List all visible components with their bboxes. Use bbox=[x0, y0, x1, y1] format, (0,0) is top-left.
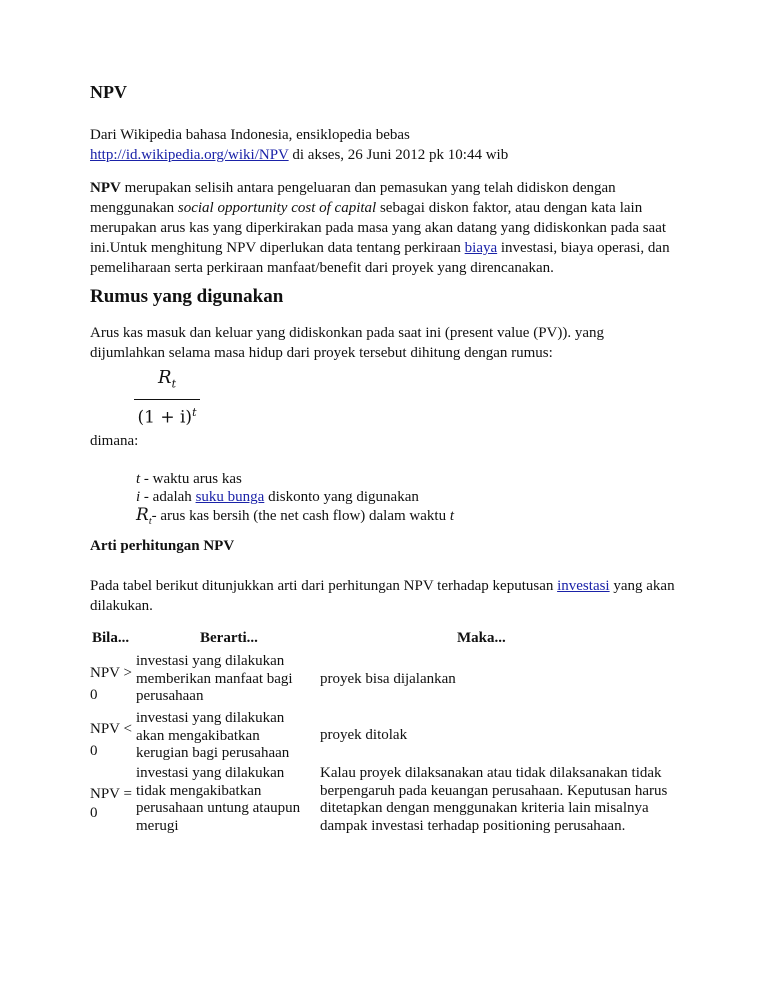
def-text: - arus kas bersih (the net cash flow) dalam waktu bbox=[151, 508, 450, 524]
def-text: diskonto yang digunakan bbox=[264, 489, 419, 505]
rumus-paragraph bbox=[90, 323, 604, 363]
table-cell-line: tidak mengakibatkan bbox=[136, 782, 262, 799]
formula-denominator: (1 + i) bbox=[137, 407, 193, 428]
var-i: i bbox=[136, 489, 141, 505]
table-cell-line: investasi yang dilakukan bbox=[136, 765, 285, 781]
table-cell-line: investasi yang dilakukan bbox=[136, 653, 285, 669]
arti-paragraph bbox=[90, 576, 675, 616]
formula-sub: t bbox=[171, 377, 176, 391]
formula-sup: t bbox=[192, 405, 197, 419]
rumus-text: dijumlahkan selama masa hidup dari proyek tersebut dihitung dengan rumus: bbox=[90, 345, 553, 361]
table-cell-line: merugi bbox=[136, 817, 179, 834]
var-t: t bbox=[136, 471, 141, 487]
row1-berarti bbox=[136, 653, 293, 706]
rumus-heading: Rumus yang digunakan bbox=[90, 286, 284, 307]
table-cell-line: Kalau proyek dilaksanakan atau tidak dilaksanakan tidak bbox=[320, 765, 662, 781]
investasi-link[interactable]: investasi bbox=[557, 578, 610, 594]
rumus-text: Arus kas masuk dan keluar yang didiskonkan pada saat ini (present value (PV)). yang bbox=[90, 325, 605, 341]
source-line: Dari Wikipedia bahasa Indonesia, ensiklopedia bebas bbox=[90, 127, 410, 143]
table-cell-line: akan mengakibatkan bbox=[136, 727, 260, 744]
table-cell-line: 0 bbox=[90, 687, 98, 703]
table-cell-line: investasi yang dilakukan bbox=[136, 710, 285, 726]
intro-paragraph bbox=[90, 178, 670, 278]
table-cell-line: perusahaan bbox=[136, 688, 204, 704]
table-cell-line: ditetapkan dengan menggunakan kriteria lain misalnya bbox=[320, 800, 649, 816]
source-link[interactable]: http://id.wikipedia.org/wiki/NPV bbox=[90, 147, 289, 163]
intro-text: pemeliharaan serta perkiraan manfaat/benefit dari proyek yang direncanakan. bbox=[90, 260, 554, 276]
var-t: t bbox=[449, 508, 455, 524]
arti-text: dilakukan. bbox=[90, 598, 153, 614]
intro-text: investasi, biaya operasi, dan bbox=[497, 240, 670, 256]
intro-text: merupakan arus kas yang diperkirakan pada masa yang akan datang yang didiskonkan pada saat bbox=[90, 220, 667, 236]
table-cell-line: 0 bbox=[90, 805, 98, 821]
pv-formula bbox=[134, 366, 200, 428]
table-cell-line: proyek bisa dijalankan bbox=[320, 671, 456, 687]
intro-text: merupakan selisih antara pengeluaran dan pemasukan yang telah didiskon dengan bbox=[120, 180, 616, 196]
row1-maka bbox=[320, 671, 456, 689]
header-bila: Bila... bbox=[92, 630, 130, 646]
table-cell-line: proyek ditolak bbox=[320, 727, 408, 743]
table-cell-line: NPV > bbox=[90, 665, 132, 681]
header-berarti: Berarti... bbox=[200, 630, 258, 646]
arti-text: Pada tabel berikut ditunjukkan arti dari perhitungan NPV terhadap keputusan bbox=[90, 578, 558, 594]
definitions bbox=[136, 470, 454, 531]
table-cell-line: berpengaruh pada keuangan perusahaan. Keputusan harus bbox=[320, 782, 668, 799]
row3-maka bbox=[320, 765, 667, 835]
row2-maka bbox=[320, 727, 407, 745]
table-cell-line: dampak investasi terhadap positioning perusahaan. bbox=[320, 817, 626, 834]
row2-bila bbox=[90, 718, 132, 762]
page-title: NPV bbox=[90, 82, 127, 102]
table-cell-line: memberikan manfaat bagi bbox=[136, 670, 293, 687]
arti-text: yang akan bbox=[609, 578, 675, 594]
table-cell-line: NPV = bbox=[90, 786, 132, 802]
formula-numerator: R bbox=[158, 367, 172, 388]
var-r-sub: t bbox=[148, 516, 152, 527]
var-r: R bbox=[136, 505, 149, 525]
accessed-text: di akses, 26 Juni 2012 pk 10:44 wib bbox=[288, 147, 509, 163]
source-block bbox=[90, 125, 508, 165]
biaya-link[interactable]: biaya bbox=[464, 240, 498, 256]
intro-text: menggunakan bbox=[90, 200, 178, 216]
table-cell-line: 0 bbox=[90, 743, 98, 759]
def-text: - waktu arus kas bbox=[140, 471, 242, 487]
row3-berarti bbox=[136, 765, 300, 835]
intro-text: sebagai diskon faktor, atau dengan kata lain bbox=[376, 200, 643, 216]
arti-heading: Arti perhitungan NPV bbox=[90, 538, 235, 554]
def-text: - adalah bbox=[140, 489, 196, 505]
table-cell-line: NPV < bbox=[90, 721, 132, 737]
table-cell-line: perusahaan untung ataupun bbox=[136, 800, 301, 816]
npv-bold: NPV bbox=[90, 180, 121, 196]
header-maka: Maka... bbox=[457, 630, 506, 646]
fraction-bar bbox=[134, 399, 200, 400]
suku-bunga-link[interactable]: suku bunga bbox=[195, 489, 265, 505]
intro-text: ini.Untuk menghitung NPV diperlukan data tentang perkiraan bbox=[90, 240, 465, 256]
dimana-label: dimana: bbox=[90, 433, 139, 449]
table-cell-line: kerugian bagi perusahaan bbox=[136, 745, 290, 761]
intro-italic: social opportunity cost of capital bbox=[177, 200, 377, 216]
row3-bila bbox=[90, 785, 132, 823]
row2-berarti bbox=[136, 710, 289, 763]
row1-bila bbox=[90, 662, 132, 706]
